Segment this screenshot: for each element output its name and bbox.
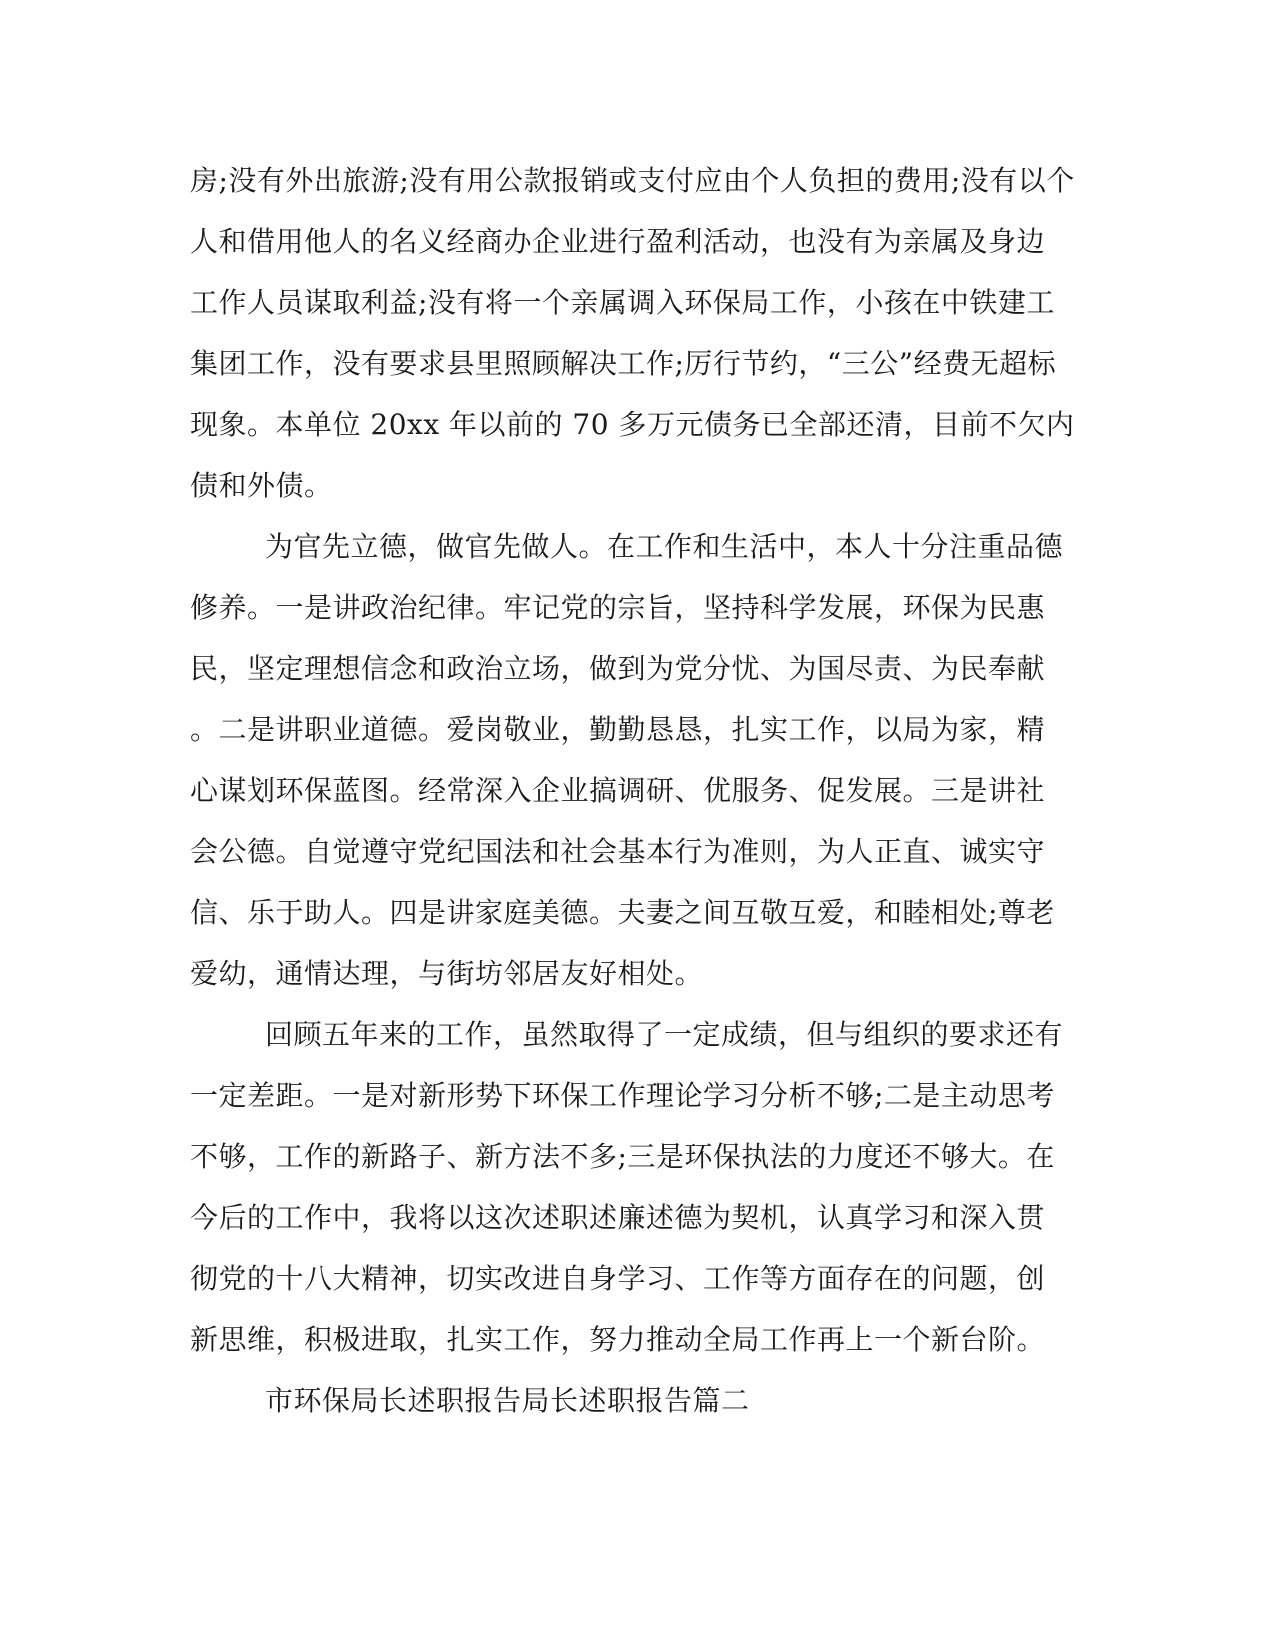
text-line: 不够，工作的新路子、新方法不多;三是环保执法的力度还不够大。在 bbox=[190, 1140, 1055, 1173]
paragraph-1 bbox=[190, 160, 1090, 526]
text-line: 。二是讲职业道德。爱岗敬业，勤勤恳恳，扎实工作，以局为家，精 bbox=[190, 713, 1046, 746]
text-line: 债和外债。 bbox=[190, 469, 333, 502]
text-line: 信、乐于助人。四是讲家庭美德。夫妻之间互敬互爱，和睦相处;尊老 bbox=[190, 896, 1055, 929]
text-line: 一定差距。一是对新形势下环保工作理论学习分析不够;二是主动思考 bbox=[190, 1079, 1055, 1112]
text-line: 爱幼，通情达理，与街坊邻居友好相处。 bbox=[190, 957, 704, 990]
text-line: 工作人员谋取利益;没有将一个亲属调入环保局工作，小孩在中铁建工 bbox=[190, 286, 1055, 319]
document-body bbox=[190, 160, 1090, 1441]
text-line: 修养。一是讲政治纪律。牢记党的宗旨，坚持科学发展，环保为民惠 bbox=[190, 591, 1046, 624]
text-line: 新思维，积极进取，扎实工作，努力推动全局工作再上一个新台阶。 bbox=[190, 1323, 1046, 1356]
text-line: 集团工作，没有要求县里照顾解决工作;厉行节约，“三公”经费无超标 bbox=[190, 347, 1057, 380]
section-heading-text: 市环保局长述职报告局长述职报告篇二 bbox=[265, 1384, 750, 1417]
text-line: 房;没有外出旅游;没有用公款报销或支付应由个人负担的费用;没有以个 bbox=[190, 164, 1075, 197]
text-line: 回顾五年来的工作，虽然取得了一定成绩，但与组织的要求还有 bbox=[265, 1018, 1064, 1051]
text-line: 心谋划环保蓝图。经常深入企业搞调研、优服务、促发展。三是讲社 bbox=[190, 774, 1046, 807]
section-heading bbox=[190, 1380, 1090, 1441]
paragraph-2 bbox=[190, 526, 1090, 1014]
paragraph-3 bbox=[190, 1014, 1090, 1380]
text-line: 民，坚定理想信念和政治立场，做到为党分忧、为国尽责、为民奉献 bbox=[190, 652, 1046, 685]
text-line: 会公德。自觉遵守党纪国法和社会基本行为准则，为人正直、诚实守 bbox=[190, 835, 1046, 868]
text-line: 今后的工作中，我将以这次述职述廉述德为契机，认真学习和深入贯 bbox=[190, 1201, 1046, 1234]
text-line: 彻党的十八大精神，切实改进自身学习、工作等方面存在的问题，创 bbox=[190, 1262, 1046, 1295]
text-line: 为官先立德，做官先做人。在工作和生活中，本人十分注重品德 bbox=[265, 530, 1064, 563]
text-line: 人和借用他人的名义经商办企业进行盈利活动，也没有为亲属及身边 bbox=[190, 225, 1046, 258]
text-line: 现象。本单位 20xx 年以前的 70 多万元债务已全部还清，目前不欠内 bbox=[190, 408, 1075, 441]
